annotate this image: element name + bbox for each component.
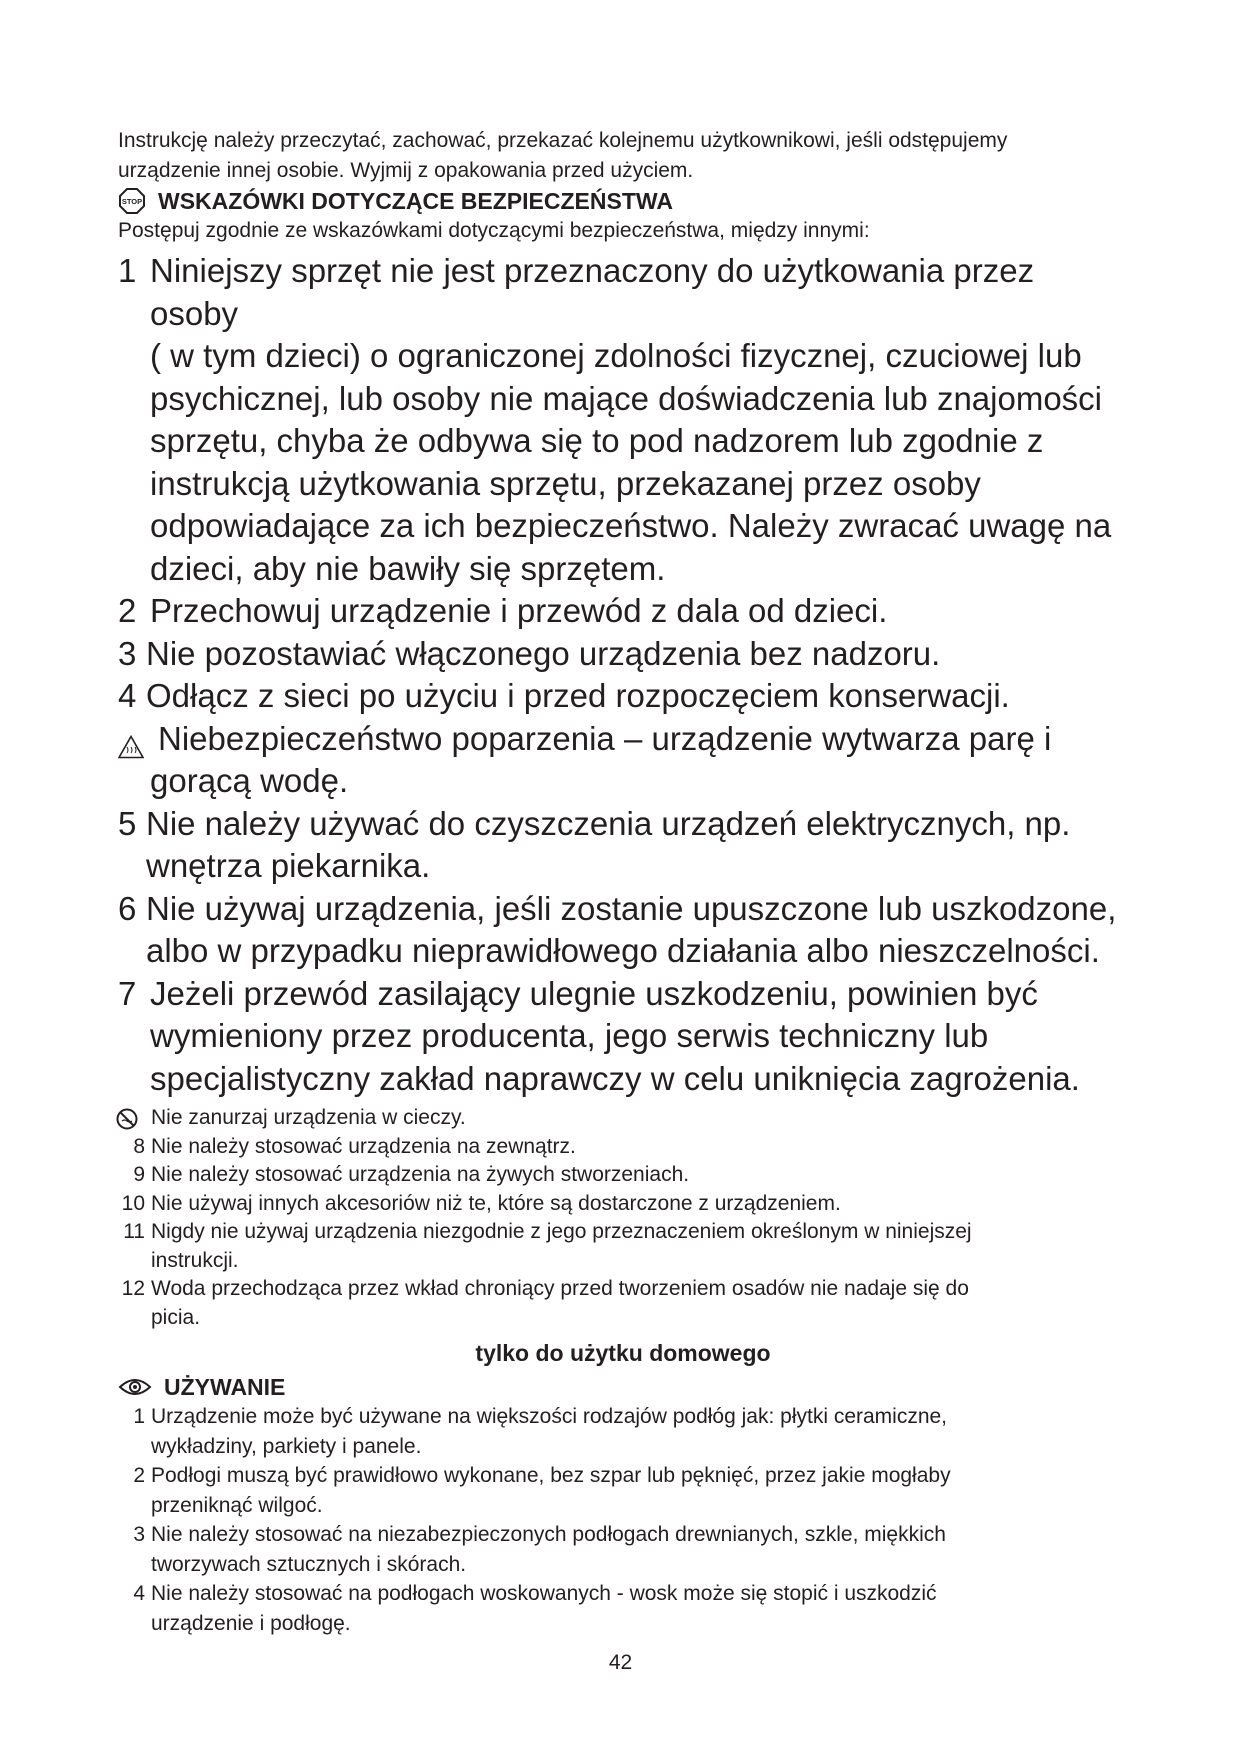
item-line: psychicznej, lub osoby nie mające doświadczenia lub znajomości [150, 379, 1103, 417]
list-item [118, 250, 1128, 590]
svg-text:STOP: STOP [121, 197, 143, 206]
item-line: gorącą wodę. [150, 762, 349, 799]
item-line: Nie używaj innych akcesoriów niż te, które są dostarczone z urządzeniem. [151, 1191, 841, 1215]
list-item [118, 675, 1128, 718]
item-number: 1 [133, 1405, 145, 1428]
item-line: Nie należy stosować na podłogach woskowanych - wosk może się stopić i uszkodzić [151, 1582, 937, 1605]
safety-title: WSKAZÓWKI DOTYCZĄCE BEZPIECZEŃSTWA [158, 188, 673, 214]
item-line: przeniknąć wilgoć. [151, 1493, 323, 1517]
item-number: 11 [123, 1220, 145, 1243]
item-line: albo w przypadku nieprawidłowego działania albo nieszczelności. [146, 932, 1100, 969]
item-number: 5 [118, 804, 137, 842]
item-number: 9 [133, 1163, 145, 1186]
item-line: Urządzenie może być używane na większości rodzajów podłóg jak: płytki ceramiczne, [151, 1405, 948, 1428]
item-line: sprzętu, chyba że odbywa się to pod nadzorem lub zgodnie z [150, 422, 1044, 459]
item-line: wnętrza piekarnika. [146, 847, 431, 884]
item-line: wykładziny, parkiety i panele. [151, 1434, 422, 1458]
item-line: specjalistyczny zakład naprawczy w celu uniknięcia zagrożenia. [150, 1059, 1080, 1097]
item-line: Niniejszy sprzęt nie jest przeznaczony do użytkowania przez osoby [150, 252, 1035, 332]
usage-list [118, 1402, 1128, 1638]
list-item [118, 633, 1128, 676]
page-content [118, 126, 1128, 1638]
item-number: 10 [121, 1191, 145, 1215]
safety-small-list [118, 1104, 1128, 1332]
list-item [118, 803, 1128, 888]
item-line: ( w tym dzieci) o ograniczonej zdolności fizycznej, czuciowej lub [150, 337, 1082, 374]
item-line: Nie pozostawiać włączonego urządzenia bez nadzoru. [146, 634, 941, 672]
list-item [118, 590, 1128, 633]
safety-heading [118, 186, 1128, 216]
item-line: Niebezpieczeństwo poparzenia – urządzenie wytwarza parę i [158, 719, 1052, 757]
item-number: 4 [133, 1582, 145, 1605]
list-item [118, 1133, 1128, 1162]
no-immerse-item [118, 1104, 1128, 1133]
hot-surface-warning-icon [118, 727, 144, 770]
domestic-use-note: tylko do użytku domowego [475, 1340, 771, 1366]
item-line: Odłącz z sieci po użyciu i przed rozpoczęciem konserwacji. [146, 677, 1010, 714]
list-item [118, 1579, 1128, 1638]
item-line: wymieniony przez producenta, jego serwis techniczny lub [150, 1017, 989, 1054]
warning-item [118, 718, 1128, 803]
list-item [118, 888, 1128, 973]
item-line: instrukcją użytkowania sprzętu, przekazanej przez osoby [150, 464, 981, 502]
list-item [118, 1461, 1128, 1520]
item-line: Nie należy stosować na niezabezpieczonych podłogach drewnianych, szkle, miękkich [151, 1523, 946, 1546]
intro-line-1: Instrukcję należy przeczytać, zachować, przekazać kolejnemu użytkownikowi, jeśli odstępujemy [118, 129, 1008, 152]
item-line: Woda przechodząca przez wkład chroniący przed tworzeniem osadów nie nadaje się do [151, 1277, 969, 1300]
item-line: Nie używaj urządzenia, jeśli zostanie upuszczone lub uszkodzone, [146, 889, 1117, 927]
usage-title: UŻYWANIE [164, 1374, 286, 1400]
page-number: 42 [608, 1651, 633, 1674]
item-number: 7 [118, 974, 137, 1012]
item-line: Jeżeli przewód zasilający ulegnie uszkodzeniu, powinien być [150, 974, 1038, 1012]
item-line: Nie należy stosować urządzenia na żywych stworzeniach. [151, 1163, 690, 1186]
list-item [118, 1161, 1128, 1190]
safety-subtitle: Postępuj zgodnie ze wskazówkami dotyczącymi bezpieczeństwa, między innymi: [118, 219, 870, 242]
list-item [118, 1520, 1128, 1579]
stop-icon [118, 187, 146, 215]
item-number: 2 [118, 592, 137, 629]
item-line: Przechowuj urządzenie i przewód z dala od dzieci. [150, 592, 888, 629]
item-line: Nie zanurzaj urządzenia w cieczy. [151, 1106, 466, 1129]
item-line: picia. [151, 1305, 201, 1329]
item-number: 2 [133, 1464, 145, 1487]
item-line: dzieci, aby nie bawiły się sprzętem. [150, 549, 666, 587]
item-number: 6 [118, 889, 137, 927]
intro-text [118, 126, 1128, 186]
item-number: 12 [121, 1277, 145, 1300]
item-number: 4 [118, 677, 137, 714]
item-number: 8 [133, 1134, 145, 1158]
item-line: tworzywach sztucznych i skórach. [151, 1552, 467, 1576]
usage-heading [118, 1372, 1128, 1402]
item-line: Nie należy stosować urządzenia na zewnątrz. [151, 1134, 576, 1158]
list-item [118, 1190, 1128, 1219]
list-item [118, 1218, 1128, 1275]
item-line: instrukcji. [151, 1248, 239, 1272]
item-number: 3 [133, 1523, 145, 1546]
safety-list [118, 250, 1128, 1100]
item-line: Nigdy nie używaj urządzenia niezgodnie z jego przeznaczeniem określonym w niniejszej [151, 1220, 972, 1243]
item-line: Nie należy używać do czyszczenia urządzeń elektrycznych, np. [146, 804, 1071, 842]
item-line: Podłogi muszą być prawidłowo wykonane, bez szpar lub pęknięć, przez jakie mogłaby [151, 1464, 951, 1487]
item-line: odpowiadające za ich bezpieczeństwo. Należy zwracać uwagę na [150, 507, 1112, 544]
list-item [118, 973, 1128, 1101]
list-item [118, 1402, 1128, 1461]
intro-line-2: urządzenie innej osobie. Wyjmij z opakowania przed użyciem. [118, 159, 694, 182]
list-item [118, 1275, 1128, 1332]
item-number: 1 [118, 252, 137, 289]
item-number: 3 [118, 634, 137, 672]
eye-icon [118, 1377, 152, 1397]
item-line: urządzenie i podłogę. [151, 1611, 351, 1635]
